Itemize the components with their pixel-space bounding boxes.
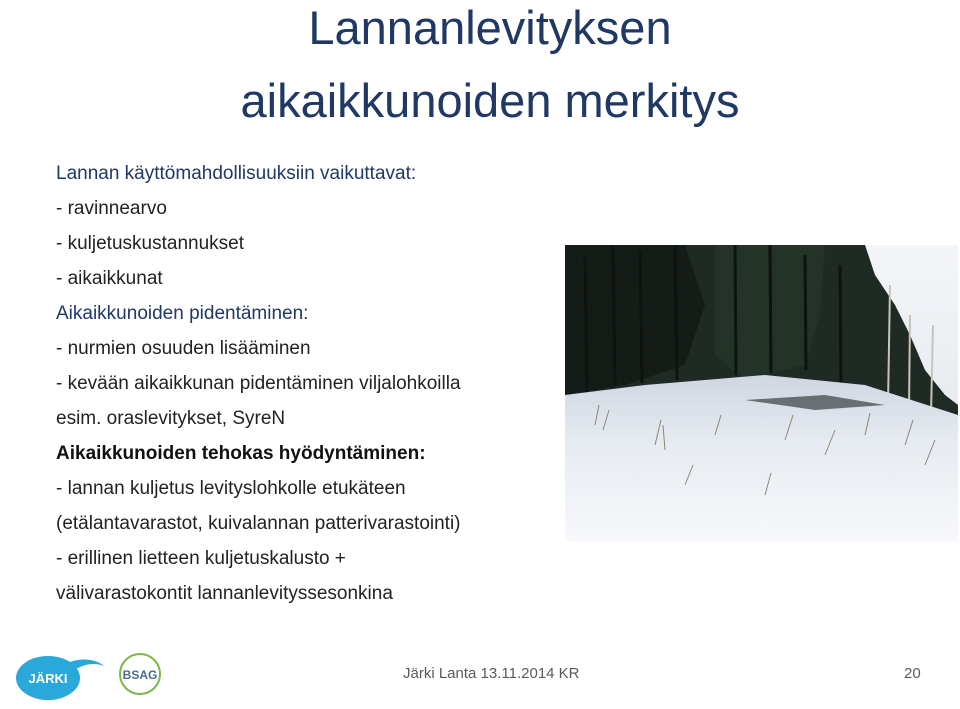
- text-line: Lannan käyttömahdollisuuksiin vaikuttavat:: [56, 163, 417, 184]
- text-line: - aikaikkunat: [56, 268, 163, 289]
- bsag-logo: [112, 650, 172, 704]
- text-line: - lannan kuljetus levityslohkolle etukäteen: [56, 478, 406, 499]
- text-line: välivarastokontit lannanlevityssesonkina: [56, 583, 393, 604]
- snowy-forest-photo: [565, 245, 958, 541]
- text-line: - nurmien osuuden lisääminen: [56, 338, 311, 359]
- title-line-1: Lannanlevityksen: [308, 1, 672, 54]
- page-number: 20: [904, 665, 921, 682]
- svg-text:BSAG: BSAG: [122, 668, 158, 682]
- slide-body: [56, 156, 556, 611]
- jarki-logo: [6, 650, 106, 704]
- text-line: - ravinnearvo: [56, 198, 167, 219]
- title-line-2: aikaikkunoiden merkitys: [240, 74, 740, 127]
- svg-text:JÄRKI: JÄRKI: [28, 671, 68, 686]
- text-line: - kevään aikaikkunan pidentäminen viljalohkoilla: [56, 373, 461, 394]
- text-line: Aikaikkunoiden pidentäminen:: [56, 303, 309, 324]
- text-line: - erillinen lietteen kuljetuskalusto +: [56, 548, 346, 569]
- footer-text: Järki Lanta 13.11.2014 KR: [403, 665, 580, 682]
- text-line: esim. oraslevitykset, SyreN: [56, 408, 286, 429]
- text-line: - kuljetuskustannukset: [56, 233, 244, 254]
- text-line: (etälantavarastot, kuivalannan patterivarastointi): [56, 513, 461, 534]
- text-line: Aikaikkunoiden tehokas hyödyntäminen:: [56, 443, 426, 464]
